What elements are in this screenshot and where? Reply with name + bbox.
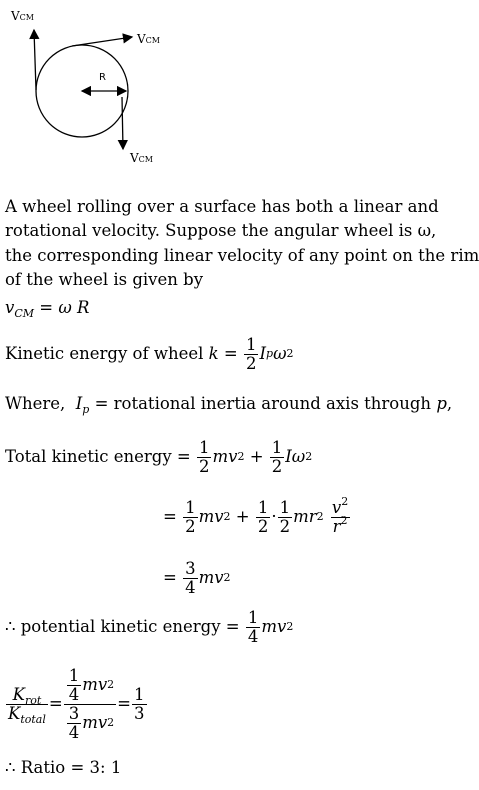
equation-vcm: $v_{CM} = \omega$ R [5,298,90,320]
equation-ke-wheel: Kinetic energy of wheel k = $\frac{1}{2}$ I p ω 2 [5,334,294,373]
label-vcm-top-right: VCM [137,32,160,46]
paragraph-line-2: rotational velocity. Suppose the angular wheel is ω, [5,221,437,240]
equation-k-ratio: $\frac{K_{rot}}{K_{total}}$ = $\frac{1}{4}$ mv 2 $\frac{3}{4}$ mv 2 = $\frac{1}{3}$ [8,665,145,742]
rolling-wheel-diagram [0,0,200,180]
equation-total-ke-line3: = $\frac{3}{4}$ mv 2 [163,558,231,597]
label-vcm-top-left: VCM [11,9,34,23]
equation-total-ke-line1: Total kinetic energy = $\frac{1}{2}$ mv 2 + $\frac{1}{2}$ I ω 2 [5,437,313,476]
label-radius: R [99,72,106,83]
equation-total-ke-line2: = $\frac{1}{2}$ mv 2 + $\frac{1}{2}$ · $\frac{1}{2}$ mr 2 $\frac{v^2}{r^2}$ [163,494,349,536]
label-vcm-bottom: VCM [130,151,153,165]
paragraph-line-3: the corresponding linear velocity of any point on the rim [5,246,479,265]
velocity-arrow-left [34,30,36,90]
paragraph-line-4: of the wheel is given by [5,270,204,289]
velocity-arrow-top [72,37,132,46]
paragraph-line-1: A wheel rolling over a surface has both a linear and [5,197,439,216]
equation-potential-ke: ∴ potential kinetic energy = $\frac{1}{4}$ mv 2 [5,607,294,646]
where-definition: Where, $I_p$ = rotational inertia around axis through p, [5,394,453,416]
velocity-arrow-right [122,97,123,149]
final-ratio: ∴ Ratio = 3: 1 [5,758,122,777]
